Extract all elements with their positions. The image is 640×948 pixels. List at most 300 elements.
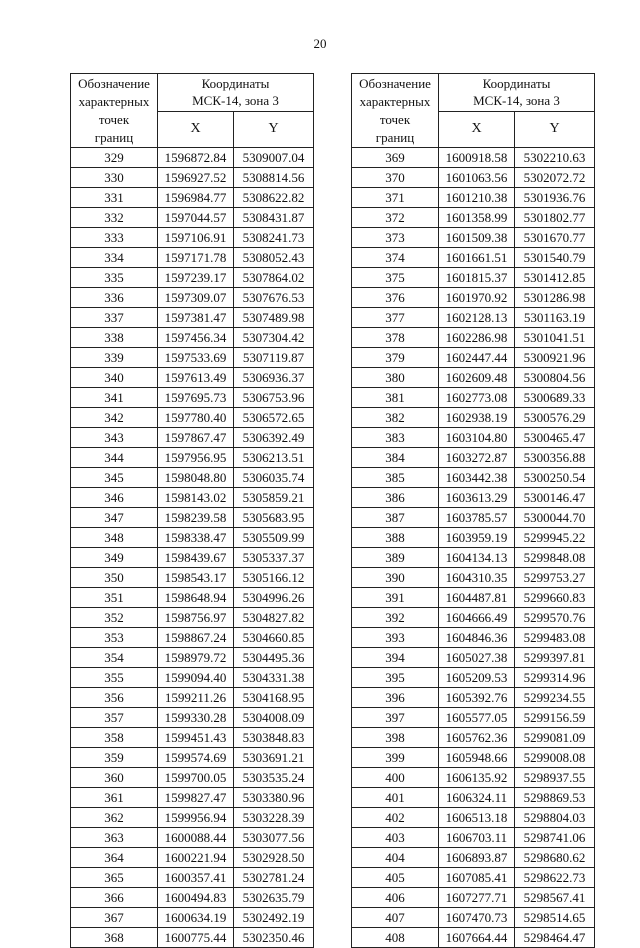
table-row [352,268,595,288]
point-number-cell: 335 [71,268,158,288]
table-row [71,228,314,248]
point-number-cell: 377 [352,308,439,328]
y-coordinate-cell: 5298680.62 [515,848,595,868]
y-coordinate-cell: 5302492.19 [234,908,314,928]
x-coordinate-cell: 1603785.57 [439,508,515,528]
x-coordinate-cell: 1603104.80 [439,428,515,448]
y-coordinate-cell: 5303691.21 [234,748,314,768]
y-coordinate-cell: 5304827.82 [234,608,314,628]
y-coordinate-cell: 5299008.08 [515,748,595,768]
point-number-cell: 334 [71,248,158,268]
x-coordinate-cell: 1598239.58 [158,508,234,528]
x-coordinate-cell: 1606893.87 [439,848,515,868]
table-row [71,928,314,948]
point-number-cell: 393 [352,628,439,648]
table-row [352,928,595,948]
y-coordinate-cell: 5298514.65 [515,908,595,928]
y-coordinate-cell: 5306936.37 [234,368,314,388]
x-coordinate-cell: 1599211.26 [158,688,234,708]
y-coordinate-cell: 5298464.47 [515,928,595,948]
x-coordinate-cell: 1599700.05 [158,768,234,788]
point-number-cell: 408 [352,928,439,948]
designation-header-line1: Обозначение [78,76,150,91]
table-row [71,468,314,488]
point-number-cell: 390 [352,568,439,588]
x-coordinate-cell: 1603272.87 [439,448,515,468]
x-coordinate-cell: 1602128.13 [439,308,515,328]
point-number-cell: 347 [71,508,158,528]
table-row [71,728,314,748]
table-row [352,828,595,848]
x-coordinate-cell: 1600634.19 [158,908,234,928]
y-coordinate-cell: 5301163.19 [515,308,595,328]
designation-header-line3: точек [379,112,411,127]
point-number-cell: 336 [71,288,158,308]
y-coordinate-cell: 5300921.96 [515,348,595,368]
x-coordinate-cell: 1605948.66 [439,748,515,768]
y-coordinate-cell: 5302210.63 [515,148,595,168]
table-row [352,848,595,868]
table-row [71,668,314,688]
table-row [71,528,314,548]
y-coordinate-cell: 5305509.99 [234,528,314,548]
y-coordinate-cell: 5300146.47 [515,488,595,508]
table-row [352,888,595,908]
point-number-cell: 343 [71,428,158,448]
point-number-cell: 370 [352,168,439,188]
table-row [71,768,314,788]
table-row [71,628,314,648]
x-coordinate-cell: 1597381.47 [158,308,234,328]
x-coordinate-cell: 1601970.92 [439,288,515,308]
y-coordinate-cell: 5301041.51 [515,328,595,348]
x-coordinate-cell: 1602286.98 [439,328,515,348]
table-row [352,628,595,648]
x-coordinate-cell: 1598867.24 [158,628,234,648]
y-coordinate-cell: 5306392.49 [234,428,314,448]
table-row [352,548,595,568]
y-coordinate-cell: 5298869.53 [515,788,595,808]
table-body-left [71,148,314,948]
y-coordinate-cell: 5304996.26 [234,588,314,608]
table-row [352,648,595,668]
x-coordinate-cell: 1596927.52 [158,168,234,188]
coordinates-table-left [70,73,314,948]
y-coordinate-cell: 5299314.96 [515,668,595,688]
y-coordinate-cell: 5299081.09 [515,728,595,748]
y-coordinate-cell: 5301412.85 [515,268,595,288]
y-coordinate-cell: 5303077.56 [234,828,314,848]
y-column-header: Y [234,111,314,147]
table-row [71,788,314,808]
table-row [71,888,314,908]
x-coordinate-cell: 1602447.44 [439,348,515,368]
point-number-cell: 381 [352,388,439,408]
y-coordinate-cell: 5303380.96 [234,788,314,808]
table-row [71,248,314,268]
x-coordinate-cell: 1606513.18 [439,808,515,828]
x-coordinate-cell: 1597533.69 [158,348,234,368]
x-coordinate-cell: 1599094.40 [158,668,234,688]
table-row [352,768,595,788]
point-number-cell: 379 [352,348,439,368]
table-row [71,288,314,308]
point-number-cell: 356 [71,688,158,708]
x-coordinate-cell: 1600918.58 [439,148,515,168]
designation-header-line3: точек [98,112,130,127]
table-row [352,428,595,448]
point-number-cell: 341 [71,388,158,408]
point-number-cell: 375 [352,268,439,288]
y-coordinate-cell: 5300044.70 [515,508,595,528]
x-coordinate-cell: 1603959.19 [439,528,515,548]
coordinates-header [439,74,595,112]
table-row [352,488,595,508]
designation-header [352,74,439,148]
y-coordinate-cell: 5298567.41 [515,888,595,908]
x-coordinate-cell: 1598048.80 [158,468,234,488]
x-coordinate-cell: 1597867.47 [158,428,234,448]
point-number-cell: 403 [352,828,439,848]
table-row [352,328,595,348]
y-coordinate-cell: 5307676.53 [234,288,314,308]
point-number-cell: 406 [352,888,439,908]
point-number-cell: 399 [352,748,439,768]
y-coordinate-cell: 5305337.37 [234,548,314,568]
y-coordinate-cell: 5304495.36 [234,648,314,668]
coordinates-table-right [351,73,595,948]
y-coordinate-cell: 5300576.29 [515,408,595,428]
table-row [352,748,595,768]
x-coordinate-cell: 1605392.76 [439,688,515,708]
y-coordinate-cell: 5306572.65 [234,408,314,428]
point-number-cell: 394 [352,648,439,668]
x-coordinate-cell: 1597044.57 [158,208,234,228]
x-coordinate-cell: 1604310.35 [439,568,515,588]
table-row [71,208,314,228]
y-coordinate-cell: 5299848.08 [515,548,595,568]
table-row [352,168,595,188]
point-number-cell: 348 [71,528,158,548]
y-coordinate-cell: 5299483.08 [515,628,595,648]
point-number-cell: 354 [71,648,158,668]
x-coordinate-cell: 1599956.94 [158,808,234,828]
y-coordinate-cell: 5299945.22 [515,528,595,548]
table-row [352,568,595,588]
table-row [352,808,595,828]
table-row [352,788,595,808]
point-number-cell: 385 [352,468,439,488]
x-coordinate-cell: 1603442.38 [439,468,515,488]
point-number-cell: 395 [352,668,439,688]
y-coordinate-cell: 5300804.56 [515,368,595,388]
x-column-header: X [439,111,515,147]
table-row [71,548,314,568]
point-number-cell: 361 [71,788,158,808]
y-column-header: Y [515,111,595,147]
x-coordinate-cell: 1599827.47 [158,788,234,808]
table-row [71,828,314,848]
table-row [71,448,314,468]
y-coordinate-cell: 5304660.85 [234,628,314,648]
table-row [71,368,314,388]
x-coordinate-cell: 1601509.38 [439,228,515,248]
point-number-cell: 383 [352,428,439,448]
point-number-cell: 345 [71,468,158,488]
table-row [71,188,314,208]
point-number-cell: 340 [71,368,158,388]
point-number-cell: 389 [352,548,439,568]
page-number: 20 [313,36,327,51]
point-number-cell: 331 [71,188,158,208]
table-row [352,228,595,248]
x-coordinate-cell: 1599451.43 [158,728,234,748]
table-row [71,408,314,428]
coordinates-header-line2: МСК-14, зона 3 [192,93,279,109]
table-row [71,508,314,528]
y-coordinate-cell: 5299397.81 [515,648,595,668]
y-coordinate-cell: 5299234.55 [515,688,595,708]
coordinates-header-line2: МСК-14, зона 3 [473,93,560,109]
point-number-cell: 396 [352,688,439,708]
x-coordinate-cell: 1604487.81 [439,588,515,608]
y-coordinate-cell: 5306035.74 [234,468,314,488]
coordinates-header [158,74,314,112]
x-coordinate-cell: 1597309.07 [158,288,234,308]
table-row [352,148,595,168]
table-row [71,148,314,168]
point-number-cell: 376 [352,288,439,308]
point-number-cell: 407 [352,908,439,928]
table-body-right [352,148,595,948]
x-coordinate-cell: 1601661.51 [439,248,515,268]
point-number-cell: 372 [352,208,439,228]
point-number-cell: 401 [352,788,439,808]
point-number-cell: 332 [71,208,158,228]
point-number-cell: 392 [352,608,439,628]
point-number-cell: 346 [71,488,158,508]
point-number-cell: 386 [352,488,439,508]
x-coordinate-cell: 1600775.44 [158,928,234,948]
table-row [352,688,595,708]
point-number-cell: 353 [71,628,158,648]
designation-header-line1: Обозначение [359,76,431,91]
table-row [71,428,314,448]
x-coordinate-cell: 1607664.44 [439,928,515,948]
coordinates-header-line1: Координаты [201,76,270,92]
table-row [352,868,595,888]
x-coordinate-cell: 1600357.41 [158,868,234,888]
y-coordinate-cell: 5304168.95 [234,688,314,708]
table-row [71,608,314,628]
x-coordinate-cell: 1605577.05 [439,708,515,728]
table-row [352,528,595,548]
y-coordinate-cell: 5308431.87 [234,208,314,228]
point-number-cell: 350 [71,568,158,588]
point-number-cell: 391 [352,588,439,608]
point-number-cell: 357 [71,708,158,728]
x-coordinate-cell: 1597780.40 [158,408,234,428]
point-number-cell: 387 [352,508,439,528]
point-number-cell: 338 [71,328,158,348]
point-number-cell: 349 [71,548,158,568]
y-coordinate-cell: 5305683.95 [234,508,314,528]
point-number-cell: 380 [352,368,439,388]
point-number-cell: 388 [352,528,439,548]
x-coordinate-cell: 1600088.44 [158,828,234,848]
x-coordinate-cell: 1606324.11 [439,788,515,808]
table-row [352,728,595,748]
table-row [71,708,314,728]
point-number-cell: 362 [71,808,158,828]
point-number-cell: 358 [71,728,158,748]
y-coordinate-cell: 5303228.39 [234,808,314,828]
point-number-cell: 382 [352,408,439,428]
point-number-cell: 373 [352,228,439,248]
x-coordinate-cell: 1606703.11 [439,828,515,848]
table-row [352,708,595,728]
point-number-cell: 368 [71,928,158,948]
table-row [71,568,314,588]
table-row [71,388,314,408]
y-coordinate-cell: 5299660.83 [515,588,595,608]
y-coordinate-cell: 5301540.79 [515,248,595,268]
point-number-cell: 339 [71,348,158,368]
x-coordinate-cell: 1597613.49 [158,368,234,388]
x-coordinate-cell: 1599330.28 [158,708,234,728]
point-number-cell: 355 [71,668,158,688]
x-coordinate-cell: 1600494.83 [158,888,234,908]
x-coordinate-cell: 1607277.71 [439,888,515,908]
y-coordinate-cell: 5302350.46 [234,928,314,948]
y-coordinate-cell: 5299570.76 [515,608,595,628]
x-coordinate-cell: 1601210.38 [439,188,515,208]
table-row [352,388,595,408]
table-row [352,188,595,208]
y-coordinate-cell: 5306753.96 [234,388,314,408]
x-coordinate-cell: 1597956.95 [158,448,234,468]
y-coordinate-cell: 5302072.72 [515,168,595,188]
table-row [352,508,595,528]
table-row [352,908,595,928]
table-row [71,488,314,508]
table-row [352,208,595,228]
x-coordinate-cell: 1605209.53 [439,668,515,688]
y-coordinate-cell: 5301802.77 [515,208,595,228]
x-coordinate-cell: 1598756.97 [158,608,234,628]
coordinates-header-line1: Координаты [482,76,551,92]
designation-header-line4: границ [375,130,415,145]
table-row [352,368,595,388]
point-number-cell: 351 [71,588,158,608]
y-coordinate-cell: 5298622.73 [515,868,595,888]
point-number-cell: 330 [71,168,158,188]
point-number-cell: 359 [71,748,158,768]
point-number-cell: 367 [71,908,158,928]
y-coordinate-cell: 5300465.47 [515,428,595,448]
y-coordinate-cell: 5304331.38 [234,668,314,688]
x-coordinate-cell: 1605027.38 [439,648,515,668]
y-coordinate-cell: 5307864.02 [234,268,314,288]
y-coordinate-cell: 5303848.83 [234,728,314,748]
table-row [352,668,595,688]
table-row [352,288,595,308]
designation-header-line4: границ [94,130,134,145]
point-number-cell: 360 [71,768,158,788]
x-coordinate-cell: 1607085.41 [439,868,515,888]
y-coordinate-cell: 5308622.82 [234,188,314,208]
x-coordinate-cell: 1605762.36 [439,728,515,748]
point-number-cell: 402 [352,808,439,828]
x-coordinate-cell: 1598979.72 [158,648,234,668]
table-row [71,648,314,668]
designation-header-line2: характерных [359,94,431,109]
point-number-cell: 352 [71,608,158,628]
table-row [71,308,314,328]
point-number-cell: 405 [352,868,439,888]
y-coordinate-cell: 5302781.24 [234,868,314,888]
point-number-cell: 371 [352,188,439,208]
y-coordinate-cell: 5307489.98 [234,308,314,328]
table-row [71,868,314,888]
y-coordinate-cell: 5308052.43 [234,248,314,268]
point-number-cell: 364 [71,848,158,868]
point-number-cell: 374 [352,248,439,268]
y-coordinate-cell: 5298937.55 [515,768,595,788]
x-coordinate-cell: 1602773.08 [439,388,515,408]
y-coordinate-cell: 5299156.59 [515,708,595,728]
point-number-cell: 384 [352,448,439,468]
y-coordinate-cell: 5298804.03 [515,808,595,828]
point-number-cell: 337 [71,308,158,328]
y-coordinate-cell: 5304008.09 [234,708,314,728]
table-row [71,908,314,928]
point-number-cell: 342 [71,408,158,428]
designation-header [71,74,158,148]
x-coordinate-cell: 1598648.94 [158,588,234,608]
x-coordinate-cell: 1599574.69 [158,748,234,768]
y-coordinate-cell: 5308241.73 [234,228,314,248]
x-coordinate-cell: 1597106.91 [158,228,234,248]
y-coordinate-cell: 5300689.33 [515,388,595,408]
y-coordinate-cell: 5305166.12 [234,568,314,588]
x-column-header: X [158,111,234,147]
y-coordinate-cell: 5300250.54 [515,468,595,488]
point-number-cell: 397 [352,708,439,728]
y-coordinate-cell: 5305859.21 [234,488,314,508]
y-coordinate-cell: 5299753.27 [515,568,595,588]
y-coordinate-cell: 5307304.42 [234,328,314,348]
x-coordinate-cell: 1597171.78 [158,248,234,268]
table-row [352,448,595,468]
y-coordinate-cell: 5298741.06 [515,828,595,848]
x-coordinate-cell: 1597695.73 [158,388,234,408]
x-coordinate-cell: 1603613.29 [439,488,515,508]
point-number-cell: 378 [352,328,439,348]
table-row [71,328,314,348]
table-row [71,688,314,708]
x-coordinate-cell: 1597239.17 [158,268,234,288]
y-coordinate-cell: 5308814.56 [234,168,314,188]
x-coordinate-cell: 1602938.19 [439,408,515,428]
x-coordinate-cell: 1601815.37 [439,268,515,288]
y-coordinate-cell: 5301286.98 [515,288,595,308]
x-coordinate-cell: 1606135.92 [439,768,515,788]
table-row [71,848,314,868]
table-row [71,808,314,828]
y-coordinate-cell: 5306213.51 [234,448,314,468]
x-coordinate-cell: 1596984.77 [158,188,234,208]
